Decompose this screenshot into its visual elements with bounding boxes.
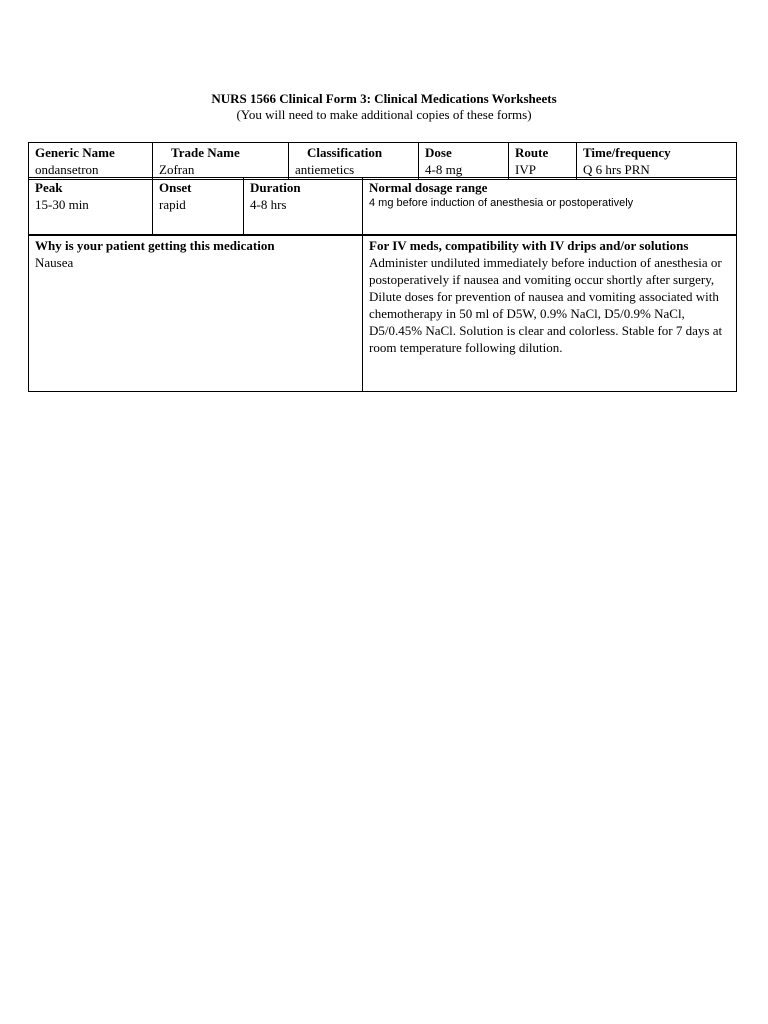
dose-value: 4-8 mg <box>425 162 463 177</box>
reason-value: Nausea <box>35 255 74 270</box>
time-frequency-value: Q 6 hrs PRN <box>583 162 650 177</box>
time-frequency-label: Time/frequency <box>583 145 671 160</box>
dose-label: Dose <box>425 145 452 160</box>
normal-dosage-label: Normal dosage range <box>369 180 488 195</box>
trade-name-value: Zofran <box>159 162 195 177</box>
route-value: IVP <box>515 162 536 177</box>
compatibility-cell <box>363 236 737 392</box>
pharmacokinetics-row <box>28 177 737 235</box>
onset-value: rapid <box>159 197 186 212</box>
peak-label: Peak <box>35 180 63 195</box>
generic-name-label: Generic Name <box>35 145 115 160</box>
time-frequency-cell <box>577 143 737 180</box>
indication-compatibility-row <box>28 235 737 392</box>
peak-value: 15-30 min <box>35 197 89 212</box>
reason-cell <box>29 236 363 392</box>
onset-label: Onset <box>159 180 192 195</box>
onset-cell <box>153 178 244 235</box>
generic-name-value: ondansetron <box>35 162 99 177</box>
classification-label: Classification <box>307 145 383 160</box>
duration-cell <box>244 178 363 235</box>
classification-value: antiemetics <box>295 162 355 177</box>
dose-cell <box>419 143 509 180</box>
compatibility-value: Administer undiluted immediately before induction of anesthesia or postoperatively if nausea and vomiting occur shortly after surgery, Dilute doses for prevention of nausea and vomiting associated with chemotherapy in 50 ml of D5W, 0.9% NaCl, D5/0.9% NaCl, D5/0.45% NaCl. Solution is clear and colorless. Stable for 7 days at room temperature following dilution. <box>369 255 723 355</box>
medication-info-row <box>28 142 737 180</box>
peak-cell <box>29 178 153 235</box>
duration-value: 4-8 hrs <box>250 197 287 212</box>
classification-cell <box>289 143 419 180</box>
route-label: Route <box>515 145 549 160</box>
generic-name-cell <box>29 143 153 180</box>
duration-label: Duration <box>250 180 301 195</box>
page-title: NURS 1566 Clinical Form 3: Clinical Medications Worksheets <box>211 91 557 106</box>
trade-name-cell <box>153 143 289 180</box>
normal-dosage-value: 4 mg before induction of anesthesia or postoperatively <box>369 197 634 209</box>
form-header <box>0 91 768 123</box>
reason-label: Why is your patient getting this medication <box>35 238 275 253</box>
trade-name-label: Trade Name <box>171 145 240 160</box>
compatibility-label: For IV meds, compatibility with IV drips and/or solutions <box>369 238 689 253</box>
normal-dosage-cell <box>363 178 737 235</box>
route-cell <box>509 143 577 180</box>
page-subtitle: (You will need to make additional copies of these forms) <box>236 107 532 122</box>
